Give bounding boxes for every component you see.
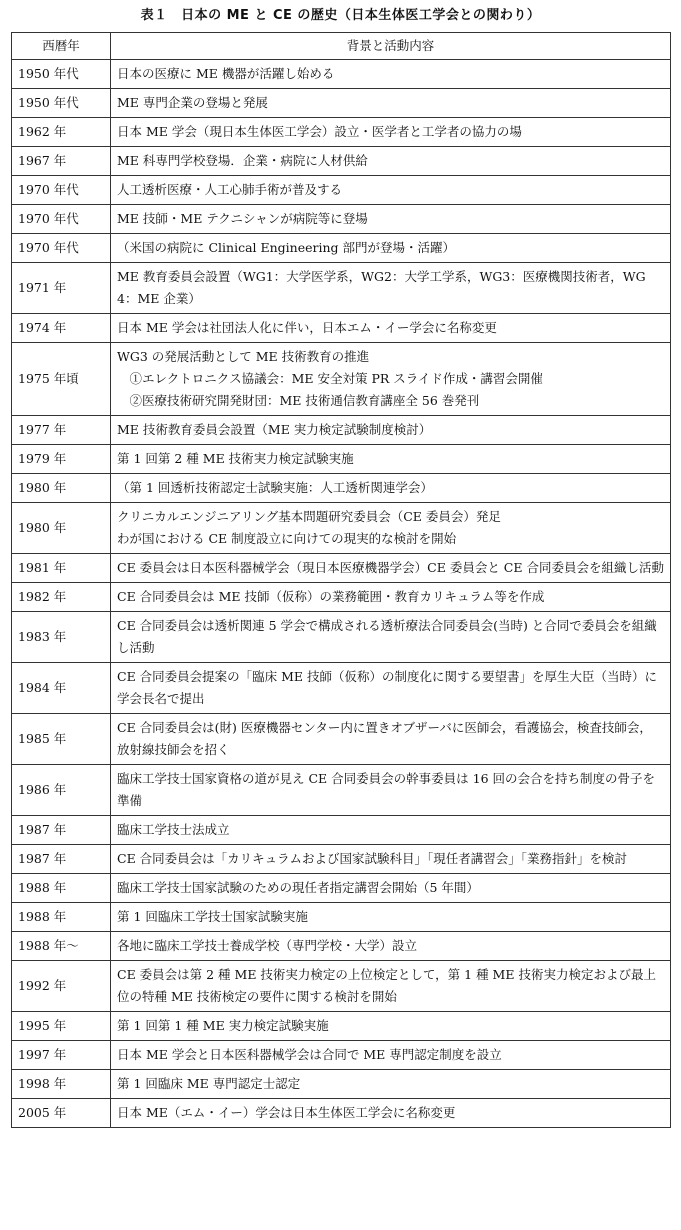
- description-cell: [111, 1012, 671, 1041]
- description-cell: [111, 416, 671, 445]
- table-row: [12, 343, 671, 416]
- year-cell: 1982 年: [12, 583, 111, 612]
- table-row: [12, 89, 671, 118]
- table-row: [12, 1070, 671, 1099]
- table-row: [12, 554, 671, 583]
- table-row: [12, 932, 671, 961]
- table-row: [12, 663, 671, 714]
- description-line: 日本の医療に ME 機器が活躍し始める: [117, 66, 335, 81]
- description-cell: [111, 554, 671, 583]
- description-cell: [111, 961, 671, 1012]
- description-line: ME 技師・ME テクニシャンが病院等に登場: [117, 211, 368, 226]
- year-cell: 1971 年: [12, 263, 111, 314]
- history-table: [11, 32, 671, 1128]
- description-cell: [111, 60, 671, 89]
- description-cell: [111, 89, 671, 118]
- table-row: [12, 314, 671, 343]
- description-line: ME 専門企業の登場と発展: [117, 95, 268, 110]
- description-cell: [111, 816, 671, 845]
- description-cell: [111, 765, 671, 816]
- year-cell: 1988 年～: [12, 932, 111, 961]
- table-row: [12, 263, 671, 314]
- year-cell: 1970 年代: [12, 176, 111, 205]
- year-cell: 1974 年: [12, 314, 111, 343]
- description-line: CE 合同委員会は透析関連 5 学会で構成される透析療法合同委員会(当時) と合同で委員会を組織し活動: [117, 618, 657, 655]
- description-line: 日本 ME 学会と日本医科器械学会は合同で ME 専門認定制度を設立: [117, 1047, 502, 1062]
- table-row: [12, 1099, 671, 1128]
- table-caption: 表１ 日本の ME と CE の歴史（日本生体医工学会との関わり）: [140, 8, 541, 23]
- table-row: [12, 118, 671, 147]
- year-cell: 1987 年: [12, 816, 111, 845]
- year-cell: 1995 年: [12, 1012, 111, 1041]
- year-cell: 1981 年: [12, 554, 111, 583]
- table-row: [12, 612, 671, 663]
- description-line: （第 1 回透析技術認定士試験実施：人工透析関連学会）: [117, 480, 433, 495]
- description-line: CE 合同委員会提案の「臨床 ME 技師（仮称）の制度化に関する要望書」を厚生大臣（当時）に学会長名で提出: [117, 669, 658, 706]
- table-row: [12, 1041, 671, 1070]
- description-line: クリニカルエンジニアリング基本問題研究委員会（CE 委員会）発足: [117, 509, 501, 524]
- description-cell: [111, 234, 671, 263]
- description-cell: [111, 263, 671, 314]
- description-line: 人工透析医療・人工心肺手術が普及する: [117, 182, 343, 197]
- year-cell: 1985 年: [12, 714, 111, 765]
- table-row: [12, 176, 671, 205]
- year-cell: 1988 年: [12, 903, 111, 932]
- description-cell: [111, 445, 671, 474]
- table-row: [12, 147, 671, 176]
- description-cell: [111, 903, 671, 932]
- description-cell: [111, 583, 671, 612]
- description-cell: [111, 176, 671, 205]
- description-line: 臨床工学技士国家試験のための現任者指定講習会開始（5 年間）: [117, 880, 479, 895]
- description-cell: [111, 314, 671, 343]
- description-cell: [111, 845, 671, 874]
- year-cell: 1970 年代: [12, 234, 111, 263]
- year-cell: 1962 年: [12, 118, 111, 147]
- table-row: [12, 583, 671, 612]
- year-cell: 1998 年: [12, 1070, 111, 1099]
- description-line: ME 科専門学校登場．企業・病院に人材供給: [117, 153, 368, 168]
- description-line: わが国における CE 制度設立に向けての現実的な検討を開始: [117, 531, 457, 546]
- year-cell: 1950 年代: [12, 60, 111, 89]
- table-row: [12, 474, 671, 503]
- description-cell: [111, 714, 671, 765]
- description-line: 臨床工学技士法成立: [117, 822, 230, 837]
- description-line: CE 合同委員会は(財) 医療機器センター内に置きオブザーバに医師会，看護協会，検査技師会，放射線技師会を招く: [117, 720, 652, 757]
- year-cell: 1980 年: [12, 474, 111, 503]
- description-line: 第 1 回臨床 ME 専門認定士認定: [117, 1076, 301, 1091]
- description-cell: [111, 874, 671, 903]
- table-row: [12, 903, 671, 932]
- description-cell: [111, 118, 671, 147]
- description-line: CE 委員会は第 2 種 ME 技術実力検定の上位検定として，第 1 種 ME 技術実力検定および最上位の特種 ME 技術検定の要件に関する検討を開始: [117, 967, 656, 1004]
- description-line: ②医療技術研究開発財団：ME 技術通信教育講座全 56 巻発刊: [117, 393, 480, 408]
- year-cell: 1950 年代: [12, 89, 111, 118]
- year-cell: 1975 年頃: [12, 343, 111, 416]
- table-row: [12, 503, 671, 554]
- description-line: 第 1 回第 1 種 ME 実力検定試験実施: [117, 1018, 329, 1033]
- description-line: 日本 ME 学会は社団法人化に伴い，日本エム・イー学会に名称変更: [117, 320, 497, 335]
- table-row: [12, 845, 671, 874]
- table-row: [12, 714, 671, 765]
- year-cell: 1997 年: [12, 1041, 111, 1070]
- year-cell: 1992 年: [12, 961, 111, 1012]
- year-cell: 1987 年: [12, 845, 111, 874]
- table-row: [12, 816, 671, 845]
- year-cell: 1970 年代: [12, 205, 111, 234]
- year-cell: 1967 年: [12, 147, 111, 176]
- year-cell: 1983 年: [12, 612, 111, 663]
- description-cell: [111, 612, 671, 663]
- table-header-row: [12, 33, 671, 60]
- year-cell: 1980 年: [12, 503, 111, 554]
- description-line: CE 合同委員会は ME 技師（仮称）の業務範囲・教育カリキュラム等を作成: [117, 589, 545, 604]
- year-cell: 1984 年: [12, 663, 111, 714]
- year-cell: 2005 年: [12, 1099, 111, 1128]
- table-row: [12, 445, 671, 474]
- description-line: ①エレクトロニクス協議会：ME 安全対策 PR スライド作成・講習会開催: [117, 371, 543, 386]
- year-cell: 1988 年: [12, 874, 111, 903]
- description-cell: [111, 932, 671, 961]
- description-line: 臨床工学技士国家資格の道が見え CE 合同委員会の幹事委員は 16 回の会合を持ち制度の骨子を準備: [117, 771, 655, 808]
- description-cell: [111, 1070, 671, 1099]
- history-table-body: [12, 60, 671, 1128]
- description-line: ME 教育委員会設置（WG1：大学医学系，WG2：大学工学系，WG3：医療機関技術者，WG4：ME 企業）: [117, 269, 646, 306]
- description-cell: [111, 474, 671, 503]
- table-row: [12, 205, 671, 234]
- table-row: [12, 1012, 671, 1041]
- description-cell: [111, 503, 671, 554]
- description-cell: [111, 663, 671, 714]
- description-cell: [111, 147, 671, 176]
- table-row: [12, 60, 671, 89]
- description-line: ME 技術教育委員会設置（ME 実力検定試験制度検討）: [117, 422, 432, 437]
- description-column-header: 背景と活動内容: [111, 33, 671, 60]
- description-cell: [111, 205, 671, 234]
- year-column-header: 西暦年: [12, 33, 111, 60]
- description-cell: [111, 1041, 671, 1070]
- description-line: 日本 ME（エム・イー）学会は日本生体医工学会に名称変更: [117, 1105, 456, 1120]
- description-line: 各地に臨床工学技士養成学校（専門学校・大学）設立: [117, 938, 418, 953]
- description-line: CE 合同委員会は「カリキュラムおよび国家試験科目」「現任者講習会」「業務指針」を検討: [117, 851, 628, 866]
- description-line: 日本 ME 学会（現日本生体医工学会）設立・医学者と工学者の協力の場: [117, 124, 522, 139]
- table-row: [12, 234, 671, 263]
- description-line: （米国の病院に Clinical Engineering 部門が登場・活躍）: [117, 240, 456, 255]
- description-cell: [111, 1099, 671, 1128]
- description-line: 第 1 回第 2 種 ME 技術実力検定試験実施: [117, 451, 354, 466]
- description-cell: [111, 343, 671, 416]
- table-row: [12, 765, 671, 816]
- table-row: [12, 416, 671, 445]
- year-cell: 1977 年: [12, 416, 111, 445]
- description-line: WG3 の発展活動として ME 技術教育の推進: [117, 349, 370, 364]
- table-row: [12, 961, 671, 1012]
- table-row: [12, 874, 671, 903]
- description-line: 第 1 回臨床工学技士国家試験実施: [117, 909, 308, 924]
- year-cell: 1986 年: [12, 765, 111, 816]
- description-line: CE 委員会は日本医科器械学会（現日本医療機器学会）CE 委員会と CE 合同委員会を組織し活動: [117, 560, 664, 575]
- year-cell: 1979 年: [12, 445, 111, 474]
